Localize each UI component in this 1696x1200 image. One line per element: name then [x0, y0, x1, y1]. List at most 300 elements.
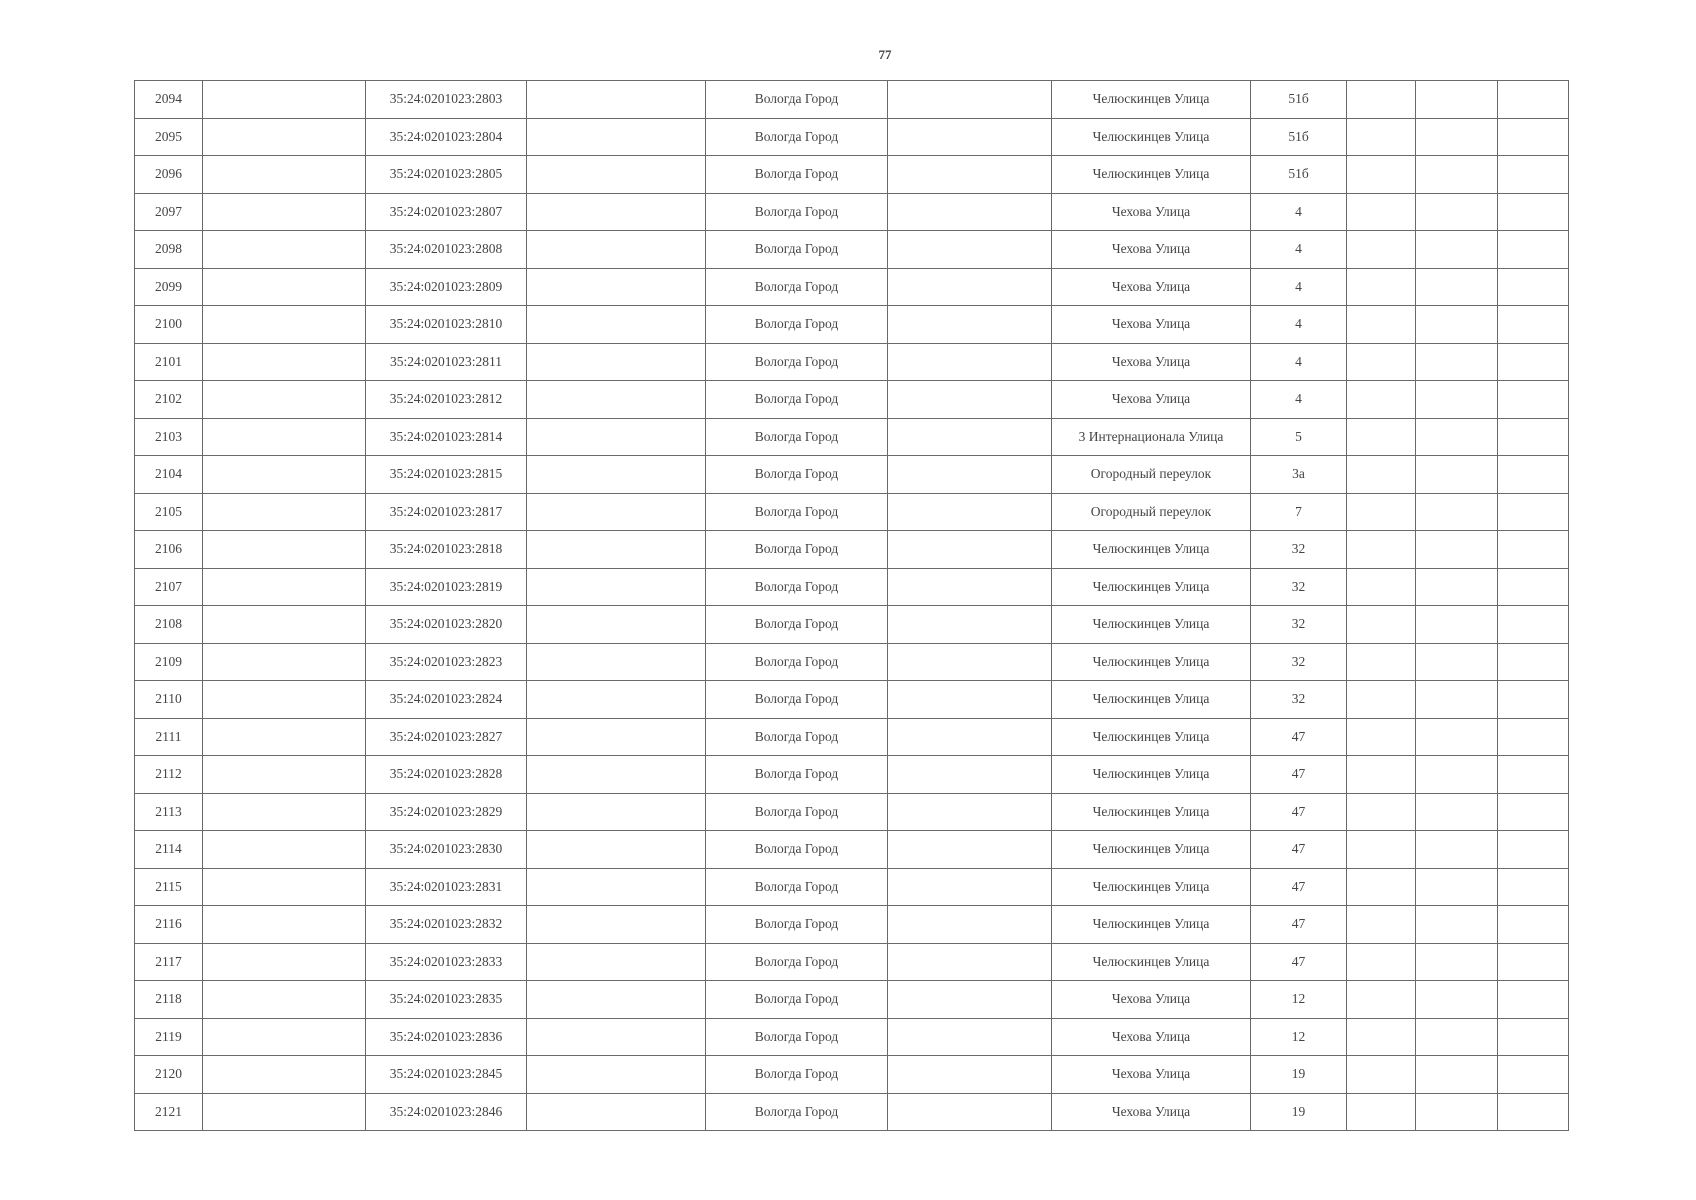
empty-cell [203, 268, 366, 306]
house-number-cell: 19 [1251, 1093, 1347, 1131]
empty-cell [527, 568, 706, 606]
empty-cell [1416, 868, 1498, 906]
empty-cell [888, 1018, 1052, 1056]
empty-cell [1347, 606, 1416, 644]
street-cell: Чехова Улица [1052, 381, 1251, 419]
street-cell: Чехова Улица [1052, 1093, 1251, 1131]
row-number-cell: 2120 [135, 1056, 203, 1094]
empty-cell [527, 1056, 706, 1094]
empty-cell [1347, 681, 1416, 719]
empty-cell [527, 1093, 706, 1131]
empty-cell [1498, 606, 1569, 644]
empty-cell [1498, 868, 1569, 906]
empty-cell [888, 268, 1052, 306]
empty-cell [527, 306, 706, 344]
empty-cell [1416, 306, 1498, 344]
empty-cell [1347, 268, 1416, 306]
row-number-cell: 2116 [135, 906, 203, 944]
cadastral-number-cell: 35:24:0201023:2845 [366, 1056, 527, 1094]
settlement-cell: Вологда Город [706, 831, 888, 869]
house-number-cell: 12 [1251, 1018, 1347, 1056]
table-row [135, 606, 1569, 644]
empty-cell [1498, 906, 1569, 944]
empty-cell [1347, 981, 1416, 1019]
street-cell: Челюскинцев Улица [1052, 681, 1251, 719]
settlement-cell: Вологда Город [706, 343, 888, 381]
house-number-cell: 32 [1251, 643, 1347, 681]
cadastral-number-cell: 35:24:0201023:2815 [366, 456, 527, 494]
table-row [135, 531, 1569, 569]
table-row [135, 793, 1569, 831]
cadastral-number-cell: 35:24:0201023:2831 [366, 868, 527, 906]
empty-cell [1416, 381, 1498, 419]
settlement-cell: Вологда Город [706, 793, 888, 831]
settlement-cell: Вологда Город [706, 1093, 888, 1131]
cadastral-number-cell: 35:24:0201023:2818 [366, 531, 527, 569]
empty-cell [1347, 493, 1416, 531]
street-cell: Челюскинцев Улица [1052, 531, 1251, 569]
empty-cell [1498, 681, 1569, 719]
empty-cell [1347, 568, 1416, 606]
cadastral-number-cell: 35:24:0201023:2817 [366, 493, 527, 531]
cadastral-number-cell: 35:24:0201023:2820 [366, 606, 527, 644]
table-row [135, 456, 1569, 494]
empty-cell [1416, 118, 1498, 156]
empty-cell [203, 606, 366, 644]
empty-cell [1347, 156, 1416, 194]
house-number-cell: 12 [1251, 981, 1347, 1019]
empty-cell [1416, 193, 1498, 231]
empty-cell [1416, 718, 1498, 756]
empty-cell [527, 981, 706, 1019]
street-cell: Чехова Улица [1052, 343, 1251, 381]
cadastral-number-cell: 35:24:0201023:2812 [366, 381, 527, 419]
empty-cell [1416, 1093, 1498, 1131]
empty-cell [1347, 81, 1416, 119]
empty-cell [1416, 1056, 1498, 1094]
row-number-cell: 2107 [135, 568, 203, 606]
settlement-cell: Вологда Город [706, 268, 888, 306]
settlement-cell: Вологда Город [706, 456, 888, 494]
settlement-cell: Вологда Город [706, 606, 888, 644]
settlement-cell: Вологда Город [706, 1056, 888, 1094]
empty-cell [1498, 118, 1569, 156]
row-number-cell: 2119 [135, 1018, 203, 1056]
empty-cell [1498, 568, 1569, 606]
cadastral-number-cell: 35:24:0201023:2814 [366, 418, 527, 456]
table-row [135, 81, 1569, 119]
settlement-cell: Вологда Город [706, 568, 888, 606]
house-number-cell: 47 [1251, 906, 1347, 944]
table-row [135, 681, 1569, 719]
empty-cell [1416, 756, 1498, 794]
house-number-cell: 47 [1251, 718, 1347, 756]
empty-cell [527, 681, 706, 719]
street-cell: Огородный переулок [1052, 456, 1251, 494]
empty-cell [1347, 906, 1416, 944]
empty-cell [1416, 981, 1498, 1019]
empty-cell [203, 756, 366, 794]
table-row [135, 268, 1569, 306]
empty-cell [527, 643, 706, 681]
empty-cell [888, 306, 1052, 344]
empty-cell [203, 381, 366, 419]
empty-cell [1416, 943, 1498, 981]
cadastral-number-cell: 35:24:0201023:2846 [366, 1093, 527, 1131]
row-number-cell: 2121 [135, 1093, 203, 1131]
empty-cell [527, 493, 706, 531]
settlement-cell: Вологда Город [706, 906, 888, 944]
empty-cell [1498, 418, 1569, 456]
street-cell: Челюскинцев Улица [1052, 568, 1251, 606]
empty-cell [203, 643, 366, 681]
empty-cell [1498, 1056, 1569, 1094]
house-number-cell: 3а [1251, 456, 1347, 494]
settlement-cell: Вологда Город [706, 231, 888, 269]
house-number-cell: 47 [1251, 756, 1347, 794]
house-number-cell: 51б [1251, 118, 1347, 156]
settlement-cell: Вологда Город [706, 381, 888, 419]
empty-cell [203, 1056, 366, 1094]
cadastral-number-cell: 35:24:0201023:2833 [366, 943, 527, 981]
settlement-cell: Вологда Город [706, 193, 888, 231]
empty-cell [888, 381, 1052, 419]
street-cell: Чехова Улица [1052, 193, 1251, 231]
empty-cell [203, 1018, 366, 1056]
row-number-cell: 2113 [135, 793, 203, 831]
empty-cell [1347, 1056, 1416, 1094]
table-body [135, 81, 1569, 1131]
cadastral-number-cell: 35:24:0201023:2830 [366, 831, 527, 869]
cadastral-number-cell: 35:24:0201023:2828 [366, 756, 527, 794]
empty-cell [888, 981, 1052, 1019]
house-number-cell: 4 [1251, 268, 1347, 306]
empty-cell [888, 1056, 1052, 1094]
page-number: 77 [878, 47, 892, 62]
house-number-cell: 4 [1251, 381, 1347, 419]
cadastral-number-cell: 35:24:0201023:2804 [366, 118, 527, 156]
row-number-cell: 2118 [135, 981, 203, 1019]
empty-cell [203, 456, 366, 494]
cadastral-number-cell: 35:24:0201023:2808 [366, 231, 527, 269]
street-cell: Челюскинцев Улица [1052, 943, 1251, 981]
empty-cell [1498, 231, 1569, 269]
street-cell: Огородный переулок [1052, 493, 1251, 531]
empty-cell [1416, 156, 1498, 194]
settlement-cell: Вологда Город [706, 681, 888, 719]
house-number-cell: 4 [1251, 343, 1347, 381]
empty-cell [1416, 343, 1498, 381]
row-number-cell: 2115 [135, 868, 203, 906]
house-number-cell: 4 [1251, 231, 1347, 269]
row-number-cell: 2096 [135, 156, 203, 194]
street-cell: Чехова Улица [1052, 981, 1251, 1019]
house-number-cell: 32 [1251, 606, 1347, 644]
table-row [135, 831, 1569, 869]
empty-cell [527, 906, 706, 944]
empty-cell [203, 493, 366, 531]
cadastral-number-cell: 35:24:0201023:2809 [366, 268, 527, 306]
empty-cell [1498, 943, 1569, 981]
empty-cell [888, 943, 1052, 981]
empty-cell [203, 531, 366, 569]
empty-cell [888, 81, 1052, 119]
empty-cell [1498, 831, 1569, 869]
empty-cell [1498, 306, 1569, 344]
settlement-cell: Вологда Город [706, 118, 888, 156]
cadastral-number-cell: 35:24:0201023:2827 [366, 718, 527, 756]
empty-cell [888, 643, 1052, 681]
empty-cell [1416, 681, 1498, 719]
empty-cell [888, 718, 1052, 756]
table-row [135, 193, 1569, 231]
empty-cell [203, 793, 366, 831]
cadastral-number-cell: 35:24:0201023:2829 [366, 793, 527, 831]
empty-cell [1416, 418, 1498, 456]
settlement-cell: Вологда Город [706, 1018, 888, 1056]
empty-cell [1498, 193, 1569, 231]
empty-cell [888, 868, 1052, 906]
empty-cell [1416, 493, 1498, 531]
empty-cell [888, 156, 1052, 194]
empty-cell [1498, 456, 1569, 494]
table-row [135, 306, 1569, 344]
table-row [135, 231, 1569, 269]
row-number-cell: 2108 [135, 606, 203, 644]
street-cell: Чехова Улица [1052, 231, 1251, 269]
empty-cell [203, 1093, 366, 1131]
empty-cell [1347, 643, 1416, 681]
row-number-cell: 2099 [135, 268, 203, 306]
table-row [135, 943, 1569, 981]
cadastral-number-cell: 35:24:0201023:2810 [366, 306, 527, 344]
empty-cell [1416, 906, 1498, 944]
empty-cell [888, 1093, 1052, 1131]
empty-cell [888, 831, 1052, 869]
empty-cell [888, 906, 1052, 944]
row-number-cell: 2111 [135, 718, 203, 756]
empty-cell [1498, 793, 1569, 831]
house-number-cell: 47 [1251, 943, 1347, 981]
settlement-cell: Вологда Город [706, 81, 888, 119]
row-number-cell: 2114 [135, 831, 203, 869]
empty-cell [1416, 568, 1498, 606]
empty-cell [203, 718, 366, 756]
row-number-cell: 2097 [135, 193, 203, 231]
empty-cell [203, 81, 366, 119]
empty-cell [1498, 268, 1569, 306]
empty-cell [1416, 831, 1498, 869]
cadastral-number-cell: 35:24:0201023:2824 [366, 681, 527, 719]
empty-cell [888, 493, 1052, 531]
street-cell: Челюскинцев Улица [1052, 643, 1251, 681]
empty-cell [1347, 418, 1416, 456]
house-number-cell: 5 [1251, 418, 1347, 456]
house-number-cell: 47 [1251, 868, 1347, 906]
empty-cell [1416, 268, 1498, 306]
cadastral-number-cell: 35:24:0201023:2807 [366, 193, 527, 231]
table-row [135, 1093, 1569, 1131]
empty-cell [1498, 493, 1569, 531]
empty-cell [527, 118, 706, 156]
empty-cell [527, 193, 706, 231]
table-row [135, 1056, 1569, 1094]
table-row [135, 643, 1569, 681]
empty-cell [527, 456, 706, 494]
row-number-cell: 2104 [135, 456, 203, 494]
row-number-cell: 2103 [135, 418, 203, 456]
table-row [135, 343, 1569, 381]
empty-cell [888, 531, 1052, 569]
empty-cell [888, 456, 1052, 494]
empty-cell [888, 418, 1052, 456]
settlement-cell: Вологда Город [706, 718, 888, 756]
settlement-cell: Вологда Город [706, 531, 888, 569]
empty-cell [1498, 756, 1569, 794]
empty-cell [527, 381, 706, 419]
empty-cell [1416, 81, 1498, 119]
empty-cell [1347, 1093, 1416, 1131]
registry-table [134, 80, 1569, 1131]
empty-cell [1498, 531, 1569, 569]
house-number-cell: 47 [1251, 793, 1347, 831]
empty-cell [888, 793, 1052, 831]
house-number-cell: 19 [1251, 1056, 1347, 1094]
street-cell: Челюскинцев Улица [1052, 831, 1251, 869]
street-cell: Чехова Улица [1052, 268, 1251, 306]
house-number-cell: 51б [1251, 81, 1347, 119]
empty-cell [527, 418, 706, 456]
table-row [135, 718, 1569, 756]
street-cell: Челюскинцев Улица [1052, 868, 1251, 906]
empty-cell [527, 943, 706, 981]
settlement-cell: Вологда Город [706, 868, 888, 906]
settlement-cell: Вологда Город [706, 943, 888, 981]
settlement-cell: Вологда Город [706, 643, 888, 681]
empty-cell [1347, 118, 1416, 156]
table-row [135, 118, 1569, 156]
empty-cell [1416, 643, 1498, 681]
empty-cell [203, 343, 366, 381]
empty-cell [527, 793, 706, 831]
empty-cell [203, 831, 366, 869]
empty-cell [527, 156, 706, 194]
empty-cell [1347, 943, 1416, 981]
row-number-cell: 2105 [135, 493, 203, 531]
street-cell: 3 Интернационала Улица [1052, 418, 1251, 456]
empty-cell [1347, 868, 1416, 906]
cadastral-number-cell: 35:24:0201023:2805 [366, 156, 527, 194]
empty-cell [203, 568, 366, 606]
empty-cell [1416, 606, 1498, 644]
house-number-cell: 51б [1251, 156, 1347, 194]
house-number-cell: 4 [1251, 306, 1347, 344]
table-row [135, 906, 1569, 944]
empty-cell [1416, 531, 1498, 569]
empty-cell [1347, 306, 1416, 344]
table-row [135, 568, 1569, 606]
empty-cell [203, 156, 366, 194]
empty-cell [1498, 381, 1569, 419]
house-number-cell: 7 [1251, 493, 1347, 531]
table-row [135, 1018, 1569, 1056]
row-number-cell: 2109 [135, 643, 203, 681]
empty-cell [203, 981, 366, 1019]
empty-cell [1347, 381, 1416, 419]
row-number-cell: 2101 [135, 343, 203, 381]
empty-cell [1498, 643, 1569, 681]
empty-cell [1347, 343, 1416, 381]
settlement-cell: Вологда Город [706, 981, 888, 1019]
empty-cell [1498, 343, 1569, 381]
empty-cell [1416, 1018, 1498, 1056]
street-cell: Челюскинцев Улица [1052, 906, 1251, 944]
empty-cell [1498, 156, 1569, 194]
empty-cell [527, 718, 706, 756]
empty-cell [1498, 1093, 1569, 1131]
empty-cell [1347, 231, 1416, 269]
house-number-cell: 32 [1251, 531, 1347, 569]
cadastral-number-cell: 35:24:0201023:2823 [366, 643, 527, 681]
empty-cell [527, 606, 706, 644]
street-cell: Чехова Улица [1052, 1056, 1251, 1094]
empty-cell [888, 193, 1052, 231]
empty-cell [888, 231, 1052, 269]
cadastral-number-cell: 35:24:0201023:2835 [366, 981, 527, 1019]
street-cell: Челюскинцев Улица [1052, 118, 1251, 156]
empty-cell [1347, 193, 1416, 231]
empty-cell [527, 531, 706, 569]
empty-cell [203, 418, 366, 456]
row-number-cell: 2106 [135, 531, 203, 569]
empty-cell [203, 906, 366, 944]
street-cell: Чехова Улица [1052, 1018, 1251, 1056]
empty-cell [1498, 718, 1569, 756]
cadastral-number-cell: 35:24:0201023:2811 [366, 343, 527, 381]
table-row [135, 156, 1569, 194]
empty-cell [527, 231, 706, 269]
empty-cell [888, 606, 1052, 644]
settlement-cell: Вологда Город [706, 418, 888, 456]
house-number-cell: 32 [1251, 568, 1347, 606]
house-number-cell: 32 [1251, 681, 1347, 719]
street-cell: Чехова Улица [1052, 306, 1251, 344]
house-number-cell: 4 [1251, 193, 1347, 231]
settlement-cell: Вологда Город [706, 306, 888, 344]
empty-cell [203, 943, 366, 981]
empty-cell [527, 268, 706, 306]
empty-cell [1347, 1018, 1416, 1056]
street-cell: Челюскинцев Улица [1052, 606, 1251, 644]
table-row [135, 756, 1569, 794]
cadastral-number-cell: 35:24:0201023:2803 [366, 81, 527, 119]
row-number-cell: 2110 [135, 681, 203, 719]
empty-cell [527, 831, 706, 869]
empty-cell [888, 756, 1052, 794]
row-number-cell: 2095 [135, 118, 203, 156]
settlement-cell: Вологда Город [706, 156, 888, 194]
street-cell: Челюскинцев Улица [1052, 81, 1251, 119]
empty-cell [1498, 1018, 1569, 1056]
street-cell: Челюскинцев Улица [1052, 756, 1251, 794]
table-row [135, 981, 1569, 1019]
empty-cell [1416, 231, 1498, 269]
street-cell: Челюскинцев Улица [1052, 156, 1251, 194]
table-row [135, 381, 1569, 419]
table-row [135, 493, 1569, 531]
empty-cell [527, 343, 706, 381]
street-cell: Челюскинцев Улица [1052, 718, 1251, 756]
